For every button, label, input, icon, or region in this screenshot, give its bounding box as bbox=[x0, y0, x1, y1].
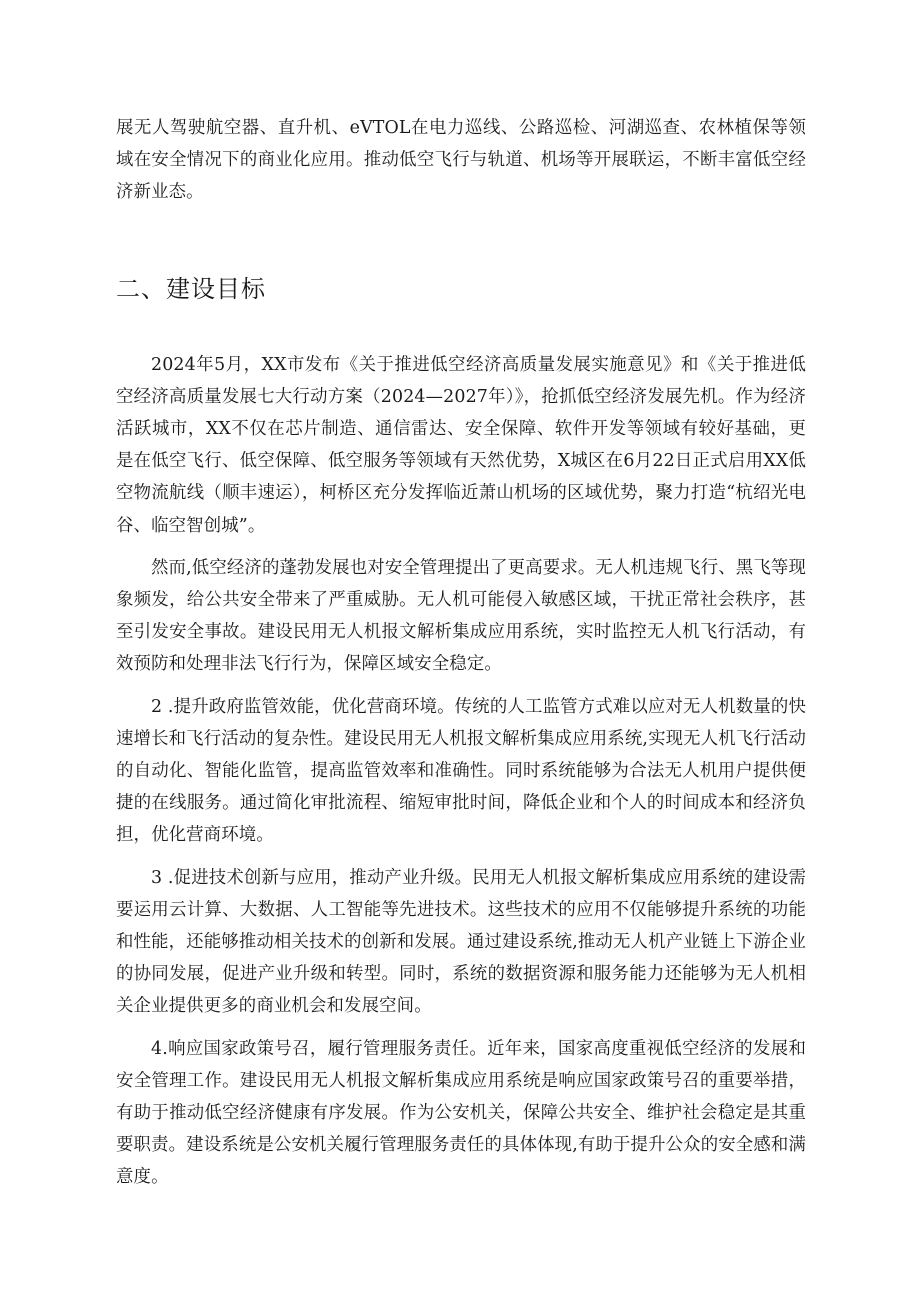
document-page bbox=[116, 112, 806, 1194]
paragraph-item-4: 4.响应国家政策号召，履行管理服务责任。近年来，国家高度重视低空经济的发展和安全管理工作。建设民用无人机报文解析集成应用系统是响应国家政策号召的重要举措，有助于推动低空经济健康有序发展。作为公安机关，保障公共安全、维护社会稳定是其重要职责。建设系统是公安机关履行管理服务责任的具体体现,有助于提升公众的安全感和满意度。 bbox=[116, 1038, 806, 1188]
paragraph-item-3: 3 .促进技术创新与应用，推动产业升级。民用无人机报文解析集成应用系统的建设需要运用云计算、大数据、人工智能等先进技术。这些技术的应用不仅能够提升系统的功能和性能，还能够推动相关技术的创新和发展。通过建设系统,推动无人机产业链上下游企业的协同发展，促进产业升级和转型。同时，系统的数据资源和服务能力还能够为无人机相关企业提供更多的商业机会和发展空间。 bbox=[116, 867, 806, 1017]
paragraph-background: 2024年5月，XX市发布《关于推进低空经济高质量发展实施意见》和《关于推进低空经济高质量发展七大行动方案（2024—2027年）》，抢抓低空经济发展先机。作为经济活跃城市，XX不仅在芯片制造、通信雷达、安全保障、软件开发等领域有较好基础，更是在低空飞行、低空保障、低空服务等领域有天然优势，X城区在6月22日正式启用XX低空物流航线（顺丰速运），柯桥区充分发挥临近萧山机场的区域优势，聚力打造“杭绍光电谷、临空智创城”。 bbox=[116, 354, 806, 536]
paragraph-item-2: 2 .提升政府监管效能，优化营商环境。传统的人工监管方式难以应对无人机数量的快速增长和飞行活动的复杂性。建设民用无人机报文解析集成应用系统,实现无人机飞行活动的自动化、智能化监管，提高监管效率和准确性。同时系统能够为合法无人机用户提供便捷的在线服务。通过简化审批流程、缩短审批时间，降低企业和个人的时间成本和经济负担，优化营商环境。 bbox=[116, 696, 806, 846]
section-heading: 二、建设目标 bbox=[116, 274, 266, 303]
paragraph-continuation: 展无人驾驶航空器、直升机、eVTOL在电力巡线、公路巡检、河湖巡查、农林植保等领域在安全情况下的商业化应用。推动低空飞行与轨道、机场等开展联运，不断丰富低空经济新业态。 bbox=[116, 118, 806, 203]
paragraph-safety: 然而,低空经济的蓬勃发展也对安全管理提出了更高要求。无人机违规飞行、黑飞等现象频发，给公共安全带来了严重威胁。无人机可能侵入敏感区域，干扰正常社会秩序，甚至引发安全事故。建设民用无人机报文解析集成应用系统，实时监控无人机飞行活动，有效预防和处理非法飞行行为，保障区域安全稳定。 bbox=[116, 557, 806, 675]
